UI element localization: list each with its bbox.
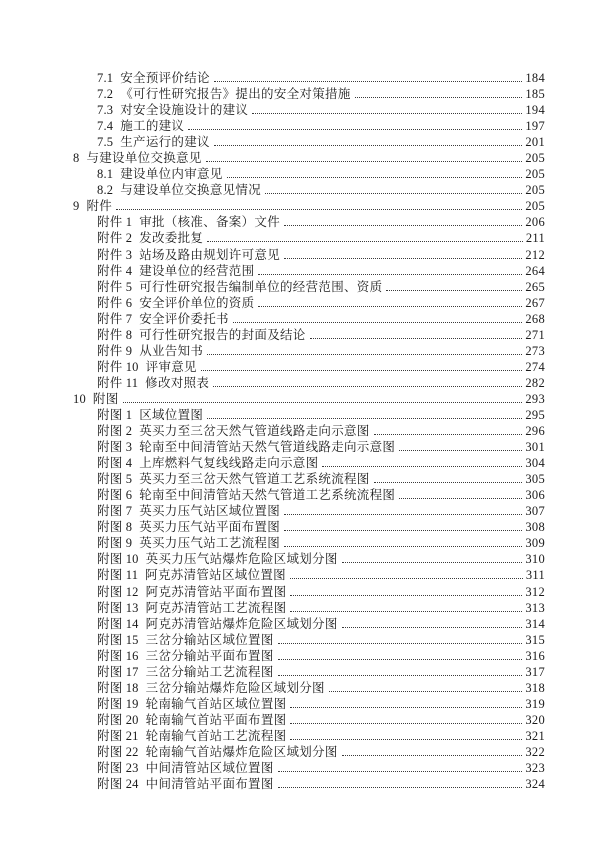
toc-entry-title: 英买力压气站平面布置图	[139, 520, 280, 535]
toc-entry-title: 可行性研究报告的封面及结论	[139, 327, 306, 342]
toc-entry-page: 267	[525, 295, 545, 310]
dot-leader	[207, 241, 523, 242]
toc-entry-number: 附件 3	[97, 247, 133, 262]
toc-entry-page: 296	[525, 424, 545, 439]
toc-entry-page: 308	[525, 520, 545, 535]
toc-entry-number: 附图 23	[97, 761, 139, 776]
toc-entry-page: 185	[525, 87, 545, 102]
toc-entry-page: 312	[525, 584, 545, 599]
toc-entry-page: 212	[525, 247, 545, 262]
toc-entry-title: 发改委批复	[139, 231, 204, 246]
dot-leader	[290, 723, 522, 724]
toc-entry[interactable]	[73, 519, 545, 535]
toc-entry-page: 265	[525, 279, 545, 294]
toc-entry[interactable]	[73, 455, 545, 471]
toc-entry-page: 306	[525, 488, 545, 503]
toc-entry-number: 附图 16	[97, 648, 139, 663]
toc-entry-number: 附图 21	[97, 728, 139, 743]
toc-entry[interactable]	[73, 247, 545, 263]
dot-leader	[399, 450, 522, 451]
dot-leader	[290, 595, 522, 596]
toc-entry-title: 建设单位内审意见	[120, 167, 223, 182]
toc-entry-page: 264	[525, 263, 545, 278]
dot-leader	[290, 578, 523, 579]
toc-entry-page: 295	[525, 407, 545, 422]
toc-entry-title: 修改对照表	[145, 375, 210, 390]
toc-entry-page: 313	[525, 600, 545, 615]
toc-entry[interactable]	[73, 744, 545, 760]
dot-leader	[123, 402, 523, 403]
toc-entry[interactable]	[73, 471, 545, 487]
toc-entry[interactable]	[73, 535, 545, 551]
dot-leader	[213, 386, 522, 387]
toc-entry-number: 7.3	[97, 103, 114, 118]
toc-entry-title: 区域位置图	[139, 407, 204, 422]
toc-entry[interactable]	[73, 166, 545, 182]
dot-leader	[265, 193, 522, 194]
toc-entry-number: 附图 10	[97, 552, 139, 567]
toc-entry-page: 197	[525, 119, 545, 134]
dot-leader	[290, 739, 522, 740]
toc-entry-number: 附图 18	[97, 680, 139, 695]
toc-entry-title: 站场及路由规划许可意见	[139, 247, 280, 262]
toc-entry-title: 英买力压气站工艺流程图	[139, 536, 280, 551]
toc-entry-number: 附图 8	[97, 520, 133, 535]
toc-entry-page: 206	[525, 215, 545, 230]
toc-entry[interactable]	[73, 214, 545, 230]
toc-entry-title: 英买力至三岔天然气管道工艺系统流程图	[139, 472, 370, 487]
dot-leader	[233, 322, 523, 323]
toc-entry-title: 阿克苏清管站区域位置图	[145, 568, 286, 583]
toc-entry-title: 阿克苏清管站爆炸危险区域划分图	[145, 616, 338, 631]
toc-entry-title: 《可行性研究报告》提出的安全对策措施	[120, 87, 351, 102]
toc-entry-number: 8.2	[97, 183, 114, 198]
toc-entry-title: 三岔分输站平面布置图	[145, 648, 274, 663]
dot-leader	[188, 129, 522, 130]
toc-entry-title: 评审意见	[145, 359, 197, 374]
dot-leader	[278, 675, 523, 676]
toc-entry-title: 中间清管站区域位置图	[145, 761, 274, 776]
toc-entry-number: 附件 1	[97, 215, 133, 230]
dot-leader	[278, 659, 523, 660]
toc-entry[interactable]	[73, 391, 545, 407]
dot-leader	[278, 771, 523, 772]
toc-entry-page: 305	[525, 472, 545, 487]
dot-leader	[322, 466, 522, 467]
toc-entry-number: 附件 11	[97, 375, 139, 390]
toc-entry-title: 三岔分输站爆炸危险区域划分图	[145, 680, 325, 695]
toc-entry-number: 附图 24	[97, 777, 139, 792]
toc-entry-title: 建设单位的经营范围	[139, 263, 255, 278]
toc-entry-number: 附件 4	[97, 263, 133, 278]
toc-entry-page: 205	[525, 151, 545, 166]
dot-leader	[207, 418, 522, 419]
toc-entry[interactable]	[73, 343, 545, 359]
dot-leader	[284, 225, 522, 226]
toc-entry-number: 附图 17	[97, 664, 139, 679]
toc-entry-page: 311	[525, 568, 545, 583]
toc-entry[interactable]	[73, 567, 545, 583]
dot-leader	[386, 290, 522, 291]
toc-entry-title: 附件	[86, 199, 113, 214]
dot-leader	[227, 177, 523, 178]
dot-leader	[201, 370, 523, 371]
toc-entry-title: 安全评价委托书	[139, 311, 229, 326]
toc-entry-number: 附件 9	[97, 343, 133, 358]
toc-entry-title: 轮南输气首站平面布置图	[145, 712, 287, 727]
dot-leader	[284, 258, 522, 259]
toc-entry-title: 阿克苏清管站工艺流程图	[145, 600, 287, 615]
toc-entry-page: 324	[525, 777, 545, 792]
dot-leader	[310, 338, 523, 339]
dot-leader	[252, 113, 522, 114]
toc-entry-number: 9	[73, 199, 80, 214]
toc-entry[interactable]	[73, 696, 545, 712]
dot-leader	[214, 81, 523, 82]
toc-entry-page: 309	[525, 536, 545, 551]
toc-entry-page: 310	[525, 552, 545, 567]
toc-entry[interactable]	[73, 712, 545, 728]
dot-leader	[284, 514, 522, 515]
toc-entry-page: 184	[525, 71, 545, 85]
toc-entry-number: 附件 6	[97, 295, 133, 310]
toc-entry-number: 附图 19	[97, 696, 139, 711]
toc-entry-number: 7.2	[97, 87, 114, 102]
dot-leader	[342, 562, 523, 563]
toc-entry-number: 附件 5	[97, 279, 133, 294]
dot-leader	[258, 306, 522, 307]
toc-entry-number: 7.4	[97, 119, 114, 134]
toc-entry-title: 从业告知书	[139, 343, 204, 358]
dot-leader	[116, 209, 522, 210]
dot-leader	[214, 145, 523, 146]
toc-entry-page: 201	[525, 135, 545, 150]
toc-entry-page: 316	[525, 648, 545, 663]
toc-entry[interactable]	[73, 439, 545, 455]
toc-entry-page: 319	[525, 696, 545, 711]
toc-entry[interactable]	[73, 150, 545, 166]
toc-entry[interactable]	[73, 760, 545, 776]
dot-leader	[284, 530, 522, 531]
dot-leader	[290, 611, 522, 612]
toc-entry-title: 轮南输气首站爆炸危险区域划分图	[145, 744, 338, 759]
toc-entry[interactable]	[73, 230, 545, 246]
toc-entry[interactable]	[73, 182, 545, 198]
toc-entry[interactable]	[73, 616, 545, 632]
toc-entry-number: 附图 12	[97, 584, 139, 599]
toc-entry-title: 安全评价单位的资质	[139, 295, 255, 310]
dot-leader	[342, 755, 523, 756]
toc-entry[interactable]	[73, 551, 545, 567]
dot-leader	[399, 498, 522, 499]
toc-entry-page: 307	[525, 504, 545, 519]
toc-entry-number: 10	[73, 391, 86, 406]
toc-entry-page: 318	[525, 680, 545, 695]
toc-entry-title: 三岔分输站区域位置图	[145, 632, 274, 647]
toc-entry[interactable]	[73, 359, 545, 375]
toc-entry-number: 附图 1	[97, 407, 133, 422]
toc-entry-title: 英买力压气站区域位置图	[139, 504, 280, 519]
toc-entry[interactable]	[73, 279, 545, 295]
toc-entry-title: 审批（核准、备案）文件	[139, 215, 280, 230]
dot-leader	[374, 434, 523, 435]
toc-entry-number: 附图 4	[97, 456, 133, 471]
toc-entry-page: 317	[525, 664, 545, 679]
toc-entry-page: 205	[525, 167, 545, 182]
toc-entry-number: 附件 7	[97, 311, 133, 326]
toc-entry[interactable]	[73, 728, 545, 744]
toc-entry-title: 英买力压气站爆炸危险区域划分图	[145, 552, 338, 567]
toc-entry-page: 320	[525, 712, 545, 727]
dot-leader	[355, 97, 523, 98]
toc-entry-page: 301	[525, 440, 545, 455]
toc-entry[interactable]	[73, 664, 545, 680]
toc-entry-number: 附图 22	[97, 744, 139, 759]
toc-entry-page: 304	[525, 456, 545, 471]
toc-entry-page: 194	[525, 103, 545, 118]
toc-entry[interactable]	[73, 632, 545, 648]
toc-entry[interactable]	[73, 134, 545, 150]
toc-entry[interactable]	[73, 680, 545, 696]
dot-leader	[258, 274, 522, 275]
toc-entry-number: 附图 11	[97, 568, 139, 583]
toc-entry-number: 附件 2	[97, 231, 133, 246]
toc-entry-title: 对安全设施设计的建议	[120, 103, 249, 118]
toc-entry-title: 轮南至中间清管站天然气管道工艺系统流程图	[139, 488, 396, 503]
toc-entry-number: 附图 3	[97, 440, 133, 455]
toc-entry-title: 与建设单位交换意见	[86, 151, 202, 166]
toc-entry-number: 附图 14	[97, 616, 139, 631]
toc-entry[interactable]	[73, 311, 545, 327]
toc-entry-page: 205	[525, 199, 545, 214]
toc-entry-title: 与建设单位交换意见情况	[120, 183, 262, 198]
toc-entry[interactable]	[73, 776, 545, 792]
toc-entry-page: 323	[525, 761, 545, 776]
toc-entry-number: 附图 5	[97, 472, 133, 487]
toc-entry-number: 附图 15	[97, 632, 139, 647]
toc-entry-page: 274	[525, 359, 545, 374]
toc-entry-title: 附图	[92, 391, 119, 406]
toc-entry[interactable]	[73, 423, 545, 439]
toc-entry-number: 7.1	[97, 71, 114, 85]
toc-entry-number: 附件 8	[97, 327, 133, 342]
toc-entry-page: 271	[525, 327, 545, 342]
dot-leader	[207, 354, 522, 355]
dot-leader	[374, 482, 523, 483]
toc-entry-page: 321	[525, 728, 545, 743]
toc-entry[interactable]	[73, 263, 545, 279]
toc-entry[interactable]	[73, 487, 545, 503]
toc-entry-page: 293	[525, 391, 545, 406]
toc-entry[interactable]	[73, 86, 545, 102]
toc-entry-page: 205	[525, 183, 545, 198]
toc-entry-number: 附件 10	[97, 359, 139, 374]
toc-entry-title: 阿克苏清管站平面布置图	[145, 584, 287, 599]
toc-entry-number: 附图 13	[97, 600, 139, 615]
toc-entry-title: 生产运行的建议	[120, 135, 210, 150]
toc-entry-title: 中间清管站平面布置图	[145, 777, 274, 792]
dot-leader	[206, 161, 523, 162]
toc-entry[interactable]	[73, 648, 545, 664]
toc-entry-title: 三岔分输站工艺流程图	[145, 664, 274, 679]
toc-entry[interactable]	[73, 327, 545, 343]
toc-entry-page: 211	[525, 231, 545, 246]
toc-entry[interactable]	[73, 102, 545, 118]
toc-entry[interactable]	[73, 407, 545, 423]
toc-entry-number: 附图 7	[97, 504, 133, 519]
dot-leader	[329, 691, 523, 692]
toc-entry-title: 轮南输气首站区域位置图	[145, 696, 287, 711]
dot-leader	[278, 643, 523, 644]
toc-entry-title: 英买力至三岔天然气管道线路走向示意图	[139, 424, 370, 439]
toc-entry-page: 314	[525, 616, 545, 631]
toc-entry-title: 上库燃料气复线线路走向示意图	[139, 456, 319, 471]
dot-leader	[284, 546, 522, 547]
toc-entry-title: 施工的建议	[120, 119, 185, 134]
toc-entry[interactable]	[73, 503, 545, 519]
toc-list	[73, 70, 545, 792]
toc-entry-number: 附图 9	[97, 536, 133, 551]
toc-entry[interactable]	[73, 70, 545, 86]
toc-entry-title: 轮南输气首站工艺流程图	[145, 728, 287, 743]
toc-entry-number: 7.5	[97, 135, 114, 150]
dot-leader	[278, 787, 523, 788]
toc-entry-number: 8	[73, 151, 80, 166]
toc-entry-number: 8.1	[97, 167, 114, 182]
toc-entry[interactable]	[73, 600, 545, 616]
toc-entry-title: 可行性研究报告编制单位的经营范围、资质	[139, 279, 383, 294]
toc-entry-page: 273	[525, 343, 545, 358]
toc-entry[interactable]	[73, 118, 545, 134]
toc-entry[interactable]	[73, 198, 545, 214]
dot-leader	[290, 707, 522, 708]
toc-entry-page: 268	[525, 311, 545, 326]
toc-entry-number: 附图 6	[97, 488, 133, 503]
toc-entry-page: 282	[525, 375, 545, 390]
dot-leader	[342, 627, 523, 628]
toc-entry[interactable]	[73, 295, 545, 311]
toc-entry-title: 安全预评价结论	[120, 71, 210, 85]
toc-entry-page: 322	[525, 744, 545, 759]
toc-entry-page: 315	[525, 632, 545, 647]
toc-entry-number: 附图 2	[97, 424, 133, 439]
toc-entry-number: 附图 20	[97, 712, 139, 727]
toc-entry[interactable]	[73, 584, 545, 600]
toc-entry-title: 轮南至中间清管站天然气管道线路走向示意图	[139, 440, 396, 455]
toc-entry[interactable]	[73, 375, 545, 391]
